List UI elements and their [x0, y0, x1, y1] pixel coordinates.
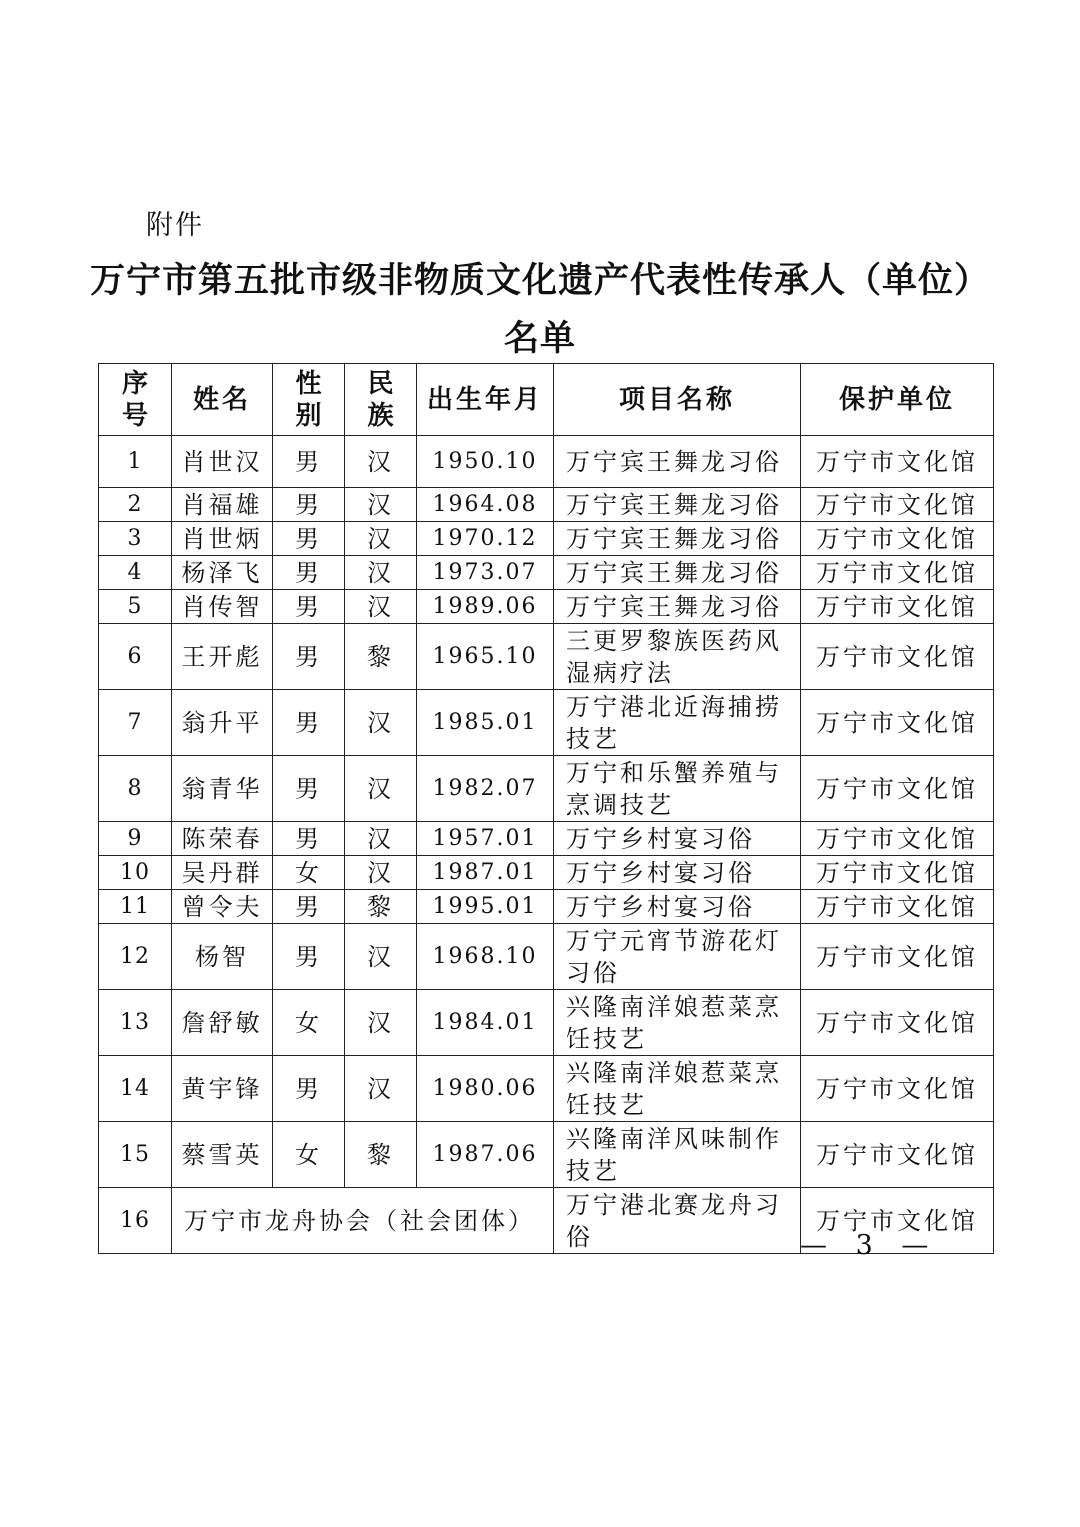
header-seq: 序 号: [99, 364, 172, 436]
cell-unit: 万宁市文化馆: [801, 1122, 994, 1188]
cell-birth: 1987.01: [417, 856, 554, 890]
cell-project: 万宁乡村宴习俗: [554, 890, 801, 924]
cell-gender: 女: [273, 1122, 345, 1188]
cell-gender: 男: [273, 556, 345, 590]
table-row: [99, 690, 994, 756]
cell-no: 9: [99, 822, 172, 856]
table-row: [99, 556, 994, 590]
cell-name: 蔡雪英: [172, 1122, 273, 1188]
cell-unit: 万宁市文化馆: [801, 990, 994, 1056]
cell-birth: 1970.12: [417, 522, 554, 556]
heritage-inheritors-table: [98, 363, 994, 1254]
table-row: [99, 1122, 994, 1188]
cell-project: 万宁港北近海捕捞技艺: [554, 690, 801, 756]
cell-unit: 万宁市文化馆: [801, 1056, 994, 1122]
cell-project: 万宁宾王舞龙习俗: [554, 556, 801, 590]
cell-birth: 1973.07: [417, 556, 554, 590]
cell-gender: 男: [273, 624, 345, 690]
cell-birth: 1989.06: [417, 590, 554, 624]
cell-birth: 1982.07: [417, 756, 554, 822]
cell-unit: 万宁市文化馆: [801, 522, 994, 556]
cell-project: 三更罗黎族医药风湿病疗法: [554, 624, 801, 690]
cell-gender: 男: [273, 1056, 345, 1122]
cell-unit: 万宁市文化馆: [801, 924, 994, 990]
cell-name: 陈荣春: [172, 822, 273, 856]
header-birth: 出生年月: [417, 364, 554, 436]
cell-ethnicity: 黎: [345, 624, 417, 690]
cell-unit: 万宁市文化馆: [801, 856, 994, 890]
cell-name: 翁升平: [172, 690, 273, 756]
cell-ethnicity: 汉: [345, 590, 417, 624]
table-row: [99, 488, 994, 522]
cell-unit: 万宁市文化馆: [801, 822, 994, 856]
cell-birth: 1964.08: [417, 488, 554, 522]
header-unit: 保护单位: [801, 364, 994, 436]
cell-unit: 万宁市文化馆: [801, 1188, 994, 1254]
table-row: [99, 822, 994, 856]
page-number: — 3 —: [800, 1230, 939, 1261]
cell-name: 吴丹群: [172, 856, 273, 890]
cell-unit: 万宁市文化馆: [801, 488, 994, 522]
table-row: [99, 1056, 994, 1122]
cell-gender: 男: [273, 488, 345, 522]
cell-ethnicity: 汉: [345, 488, 417, 522]
cell-ethnicity: 汉: [345, 556, 417, 590]
cell-no: 12: [99, 924, 172, 990]
cell-gender: 男: [273, 590, 345, 624]
cell-project: 兴隆南洋风味制作技艺: [554, 1122, 801, 1188]
cell-project: 万宁和乐蟹养殖与烹调技艺: [554, 756, 801, 822]
header-ethnicity: 民 族: [345, 364, 417, 436]
cell-unit: 万宁市文化馆: [801, 590, 994, 624]
cell-birth: 1965.10: [417, 624, 554, 690]
cell-birth: 1968.10: [417, 924, 554, 990]
cell-gender: 男: [273, 890, 345, 924]
table-row: [99, 590, 994, 624]
cell-unit: 万宁市文化馆: [801, 436, 994, 488]
cell-name: 肖世汉: [172, 436, 273, 488]
cell-ethnicity: 汉: [345, 990, 417, 1056]
attachment-label: 附件: [146, 210, 204, 241]
cell-name: 杨泽飞: [172, 556, 273, 590]
cell-gender: 男: [273, 756, 345, 822]
table-row: [99, 522, 994, 556]
cell-no: 4: [99, 556, 172, 590]
table-row: [99, 890, 994, 924]
cell-gender: 女: [273, 990, 345, 1056]
cell-ethnicity: 汉: [345, 856, 417, 890]
cell-birth: 1980.06: [417, 1056, 554, 1122]
cell-birth: 1985.01: [417, 690, 554, 756]
cell-unit: 万宁市文化馆: [801, 690, 994, 756]
cell-gender: 女: [273, 856, 345, 890]
table-row: [99, 624, 994, 690]
cell-birth: 1950.10: [417, 436, 554, 488]
cell-no: 3: [99, 522, 172, 556]
cell-project: 万宁宾王舞龙习俗: [554, 590, 801, 624]
cell-birth: 1995.01: [417, 890, 554, 924]
cell-unit: 万宁市文化馆: [801, 556, 994, 590]
cell-project: 万宁港北赛龙舟习俗: [554, 1188, 801, 1254]
header-project: 项目名称: [554, 364, 801, 436]
cell-project: 兴隆南洋娘惹菜烹饪技艺: [554, 1056, 801, 1122]
document-title: 万宁市第五批市级非物质文化遗产代表性传承人（单位）: [89, 260, 990, 301]
cell-no: 14: [99, 1056, 172, 1122]
cell-gender: 男: [273, 924, 345, 990]
cell-name: 詹舒敏: [172, 990, 273, 1056]
cell-unit: 万宁市文化馆: [801, 756, 994, 822]
cell-project: 万宁宾王舞龙习俗: [554, 522, 801, 556]
header-name: 姓名: [172, 364, 273, 436]
cell-no: 15: [99, 1122, 172, 1188]
cell-birth: 1987.06: [417, 1122, 554, 1188]
cell-name: 肖传智: [172, 590, 273, 624]
table-row: [99, 756, 994, 822]
cell-ethnicity: 汉: [345, 756, 417, 822]
table-header-row: [99, 364, 994, 436]
cell-no: 11: [99, 890, 172, 924]
cell-name: 黄宇锋: [172, 1056, 273, 1122]
cell-no: 1: [99, 436, 172, 488]
cell-no: 8: [99, 756, 172, 822]
table-row: [99, 436, 994, 488]
cell-unit: 万宁市文化馆: [801, 624, 994, 690]
cell-no: 6: [99, 624, 172, 690]
cell-gender: 男: [273, 436, 345, 488]
cell-ethnicity: 黎: [345, 1122, 417, 1188]
cell-gender: 男: [273, 522, 345, 556]
cell-birth: 1957.01: [417, 822, 554, 856]
cell-name: 肖世炳: [172, 522, 273, 556]
cell-project: 万宁宾王舞龙习俗: [554, 436, 801, 488]
cell-ethnicity: 汉: [345, 522, 417, 556]
table-row: [99, 856, 994, 890]
cell-ethnicity: 黎: [345, 890, 417, 924]
cell-name: 肖福雄: [172, 488, 273, 522]
table-row: [99, 924, 994, 990]
cell-project: 万宁乡村宴习俗: [554, 822, 801, 856]
cell-project: 万宁宾王舞龙习俗: [554, 488, 801, 522]
cell-ethnicity: 汉: [345, 924, 417, 990]
cell-no: 2: [99, 488, 172, 522]
cell-birth: 1984.01: [417, 990, 554, 1056]
document-subtitle: 名单: [503, 318, 576, 359]
cell-no: 5: [99, 590, 172, 624]
cell-organization: 万宁市龙舟协会（社会团体）: [172, 1188, 554, 1254]
cell-no: 7: [99, 690, 172, 756]
cell-ethnicity: 汉: [345, 690, 417, 756]
cell-project: 万宁乡村宴习俗: [554, 856, 801, 890]
cell-ethnicity: 汉: [345, 436, 417, 488]
table-row: [99, 990, 994, 1056]
cell-ethnicity: 汉: [345, 1056, 417, 1122]
cell-name: 曾令夫: [172, 890, 273, 924]
cell-no: 13: [99, 990, 172, 1056]
cell-ethnicity: 汉: [345, 822, 417, 856]
cell-no: 16: [99, 1188, 172, 1254]
cell-project: 万宁元宵节游花灯习俗: [554, 924, 801, 990]
header-gender: 性 别: [273, 364, 345, 436]
cell-no: 10: [99, 856, 172, 890]
cell-name: 王开彪: [172, 624, 273, 690]
cell-name: 翁青华: [172, 756, 273, 822]
cell-project: 兴隆南洋娘惹菜烹饪技艺: [554, 990, 801, 1056]
cell-unit: 万宁市文化馆: [801, 890, 994, 924]
cell-gender: 男: [273, 690, 345, 756]
cell-name: 杨智: [172, 924, 273, 990]
cell-gender: 男: [273, 822, 345, 856]
